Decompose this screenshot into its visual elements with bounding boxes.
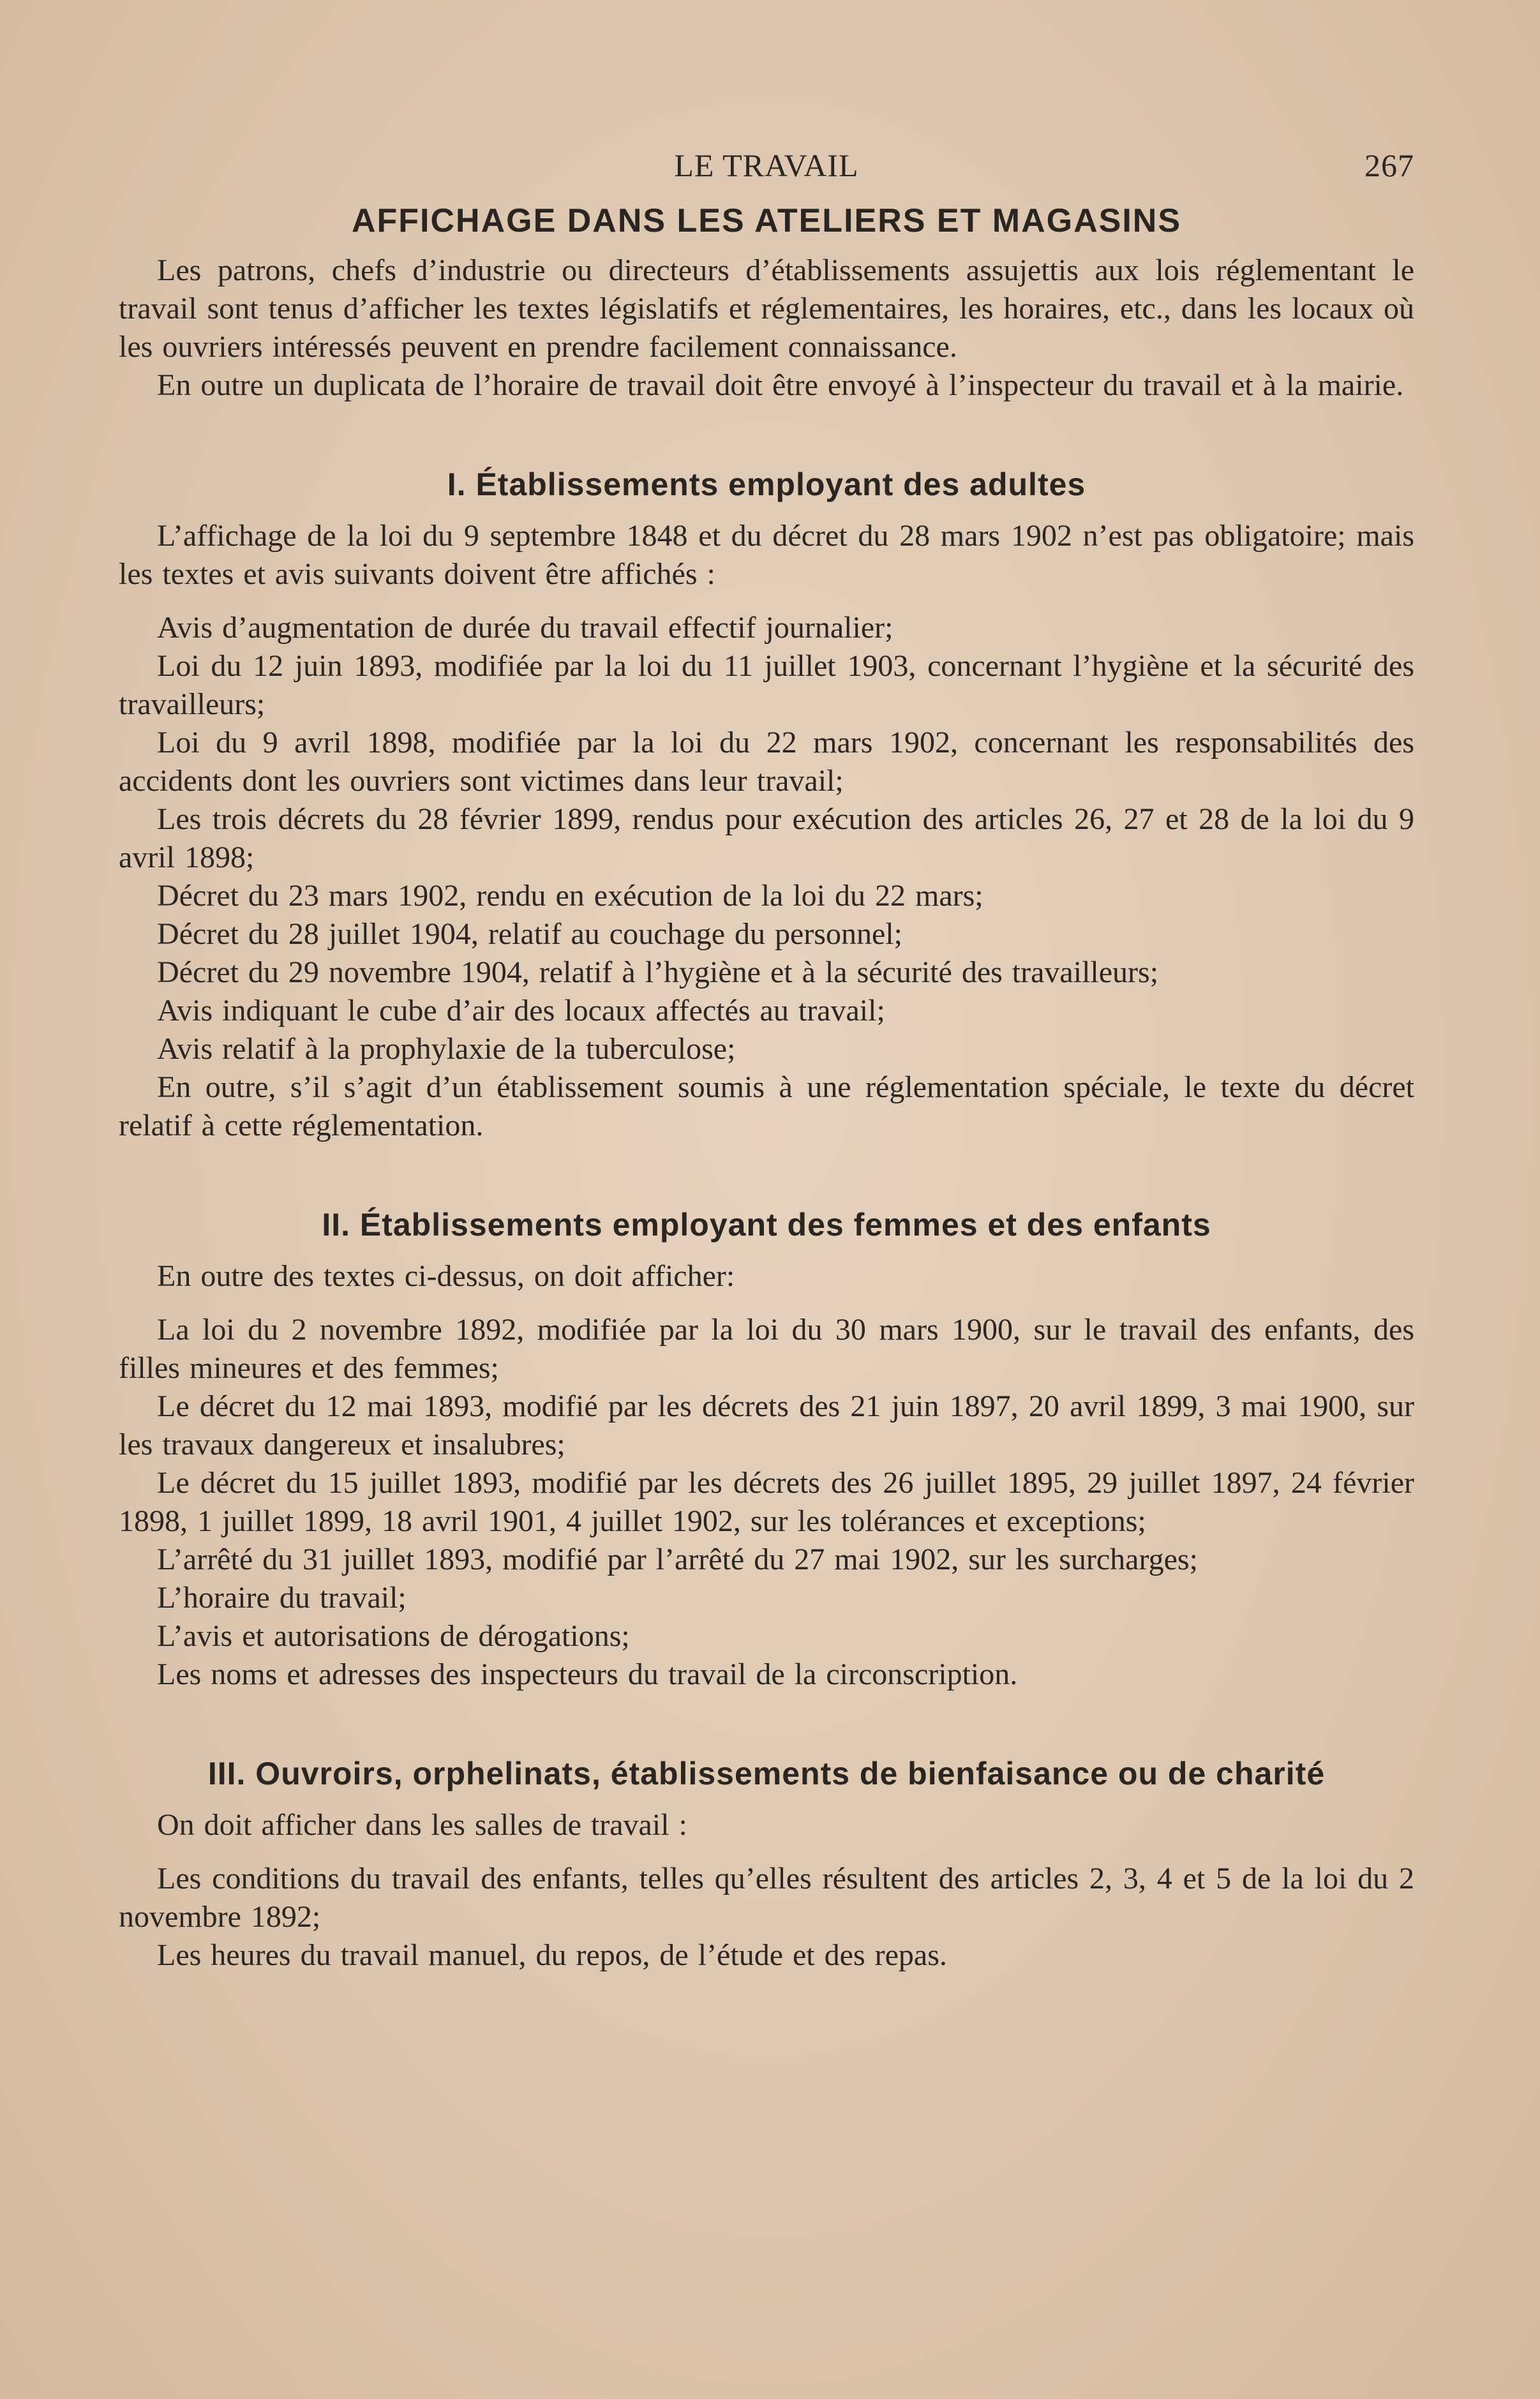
list-item: L’horaire du travail; xyxy=(157,1581,407,1615)
running-title: LE TRAVAIL xyxy=(674,147,859,183)
list-item: Avis d’augmentation de durée du travail effectif journalier; xyxy=(157,611,893,645)
list-item: Le décret du 12 mai 1893, modifié par les décrets des 21 juin 1897, 20 avril 1899, 3 mai 1900, sur les travaux dangereux et insalubres; xyxy=(119,1389,1414,1461)
list-item: La loi du 2 novembre 1892, modifiée par la loi du 30 mars 1900, sur le travail des enfants, des filles mineures et des femmes; xyxy=(119,1313,1414,1385)
list-item: Décret du 29 novembre 1904, relatif à l’hygiène et à la sécurité des travailleurs; xyxy=(157,955,1159,989)
book-page xyxy=(119,147,1414,1975)
list-item: Les conditions du travail des enfants, telles qu’elles résultent des articles 2, 3, 4 et 5 de la loi du 2 novembre 1892; xyxy=(119,1862,1414,1934)
intro-paragraph: Les patrons, chefs d’industrie ou directeurs d’établissements assujettis aux lois réglementant le travail sont tenus d’afficher les textes législatifs et réglementaires, les horaires, etc., dans les locaux où les ouvriers intéressés peuvent en prendre facilement connaissance. xyxy=(119,253,1414,364)
list-item: En outre, s’il s’agit d’un établissement soumis à une réglementation spéciale, le texte du décret relatif à cette réglementation. xyxy=(119,1070,1414,1142)
section-heading-adults: I. Établissements employant des adultes xyxy=(447,467,1086,502)
section-lead: L’affichage de la loi du 9 septembre 1848 et du décret du 28 mars 1902 n’est pas obligatoire; mais les textes et avis suivants doivent être affichés : xyxy=(119,519,1414,591)
list-item: Les noms et adresses des inspecteurs du travail de la circonscription. xyxy=(157,1657,1018,1691)
page-heading: AFFICHAGE DANS LES ATELIERS ET MAGASINS xyxy=(351,202,1182,239)
list-item: Loi du 12 juin 1893, modifiée par la loi du 11 juillet 1903, concernant l’hygiène et la sécurité des travailleurs; xyxy=(119,649,1414,721)
list-item: Les trois décrets du 28 février 1899, rendus pour exécution des articles 26, 27 et 28 de la loi du 9 avril 1898; xyxy=(119,802,1414,874)
list-item: Décret du 28 juillet 1904, relatif au couchage du personnel; xyxy=(157,917,902,951)
list-item: Avis indiquant le cube d’air des locaux affectés au travail; xyxy=(157,994,885,1028)
list-item: Loi du 9 avril 1898, modifiée par la loi du 22 mars 1902, concernant les responsabilités des accidents dont les ouvriers sont victimes dans leur travail; xyxy=(119,726,1414,798)
section-lead: On doit afficher dans les salles de travail : xyxy=(157,1808,687,1842)
intro-paragraph: En outre un duplicata de l’horaire de travail doit être envoyé à l’inspecteur du travail et à la mairie. xyxy=(157,368,1404,402)
list-item: Le décret du 15 juillet 1893, modifié par les décrets des 26 juillet 1895, 29 juillet 1897, 24 février 1898, 1 juillet 1899, 18 avril 1901, 4 juillet 1902, sur les tolérances et exceptions; xyxy=(119,1466,1414,1538)
list-item: Décret du 23 mars 1902, rendu en exécution de la loi du 22 mars; xyxy=(157,879,983,913)
running-header xyxy=(119,147,1414,198)
list-item: Les heures du travail manuel, du repos, de l’étude et des repas. xyxy=(157,1938,947,1972)
section-lead: En outre des textes ci-dessus, on doit afficher: xyxy=(157,1259,735,1293)
page-number: 267 xyxy=(1364,147,1414,183)
list-item: L’avis et autorisations de dérogations; xyxy=(157,1619,630,1653)
list-item: Avis relatif à la prophylaxie de la tuberculose; xyxy=(157,1032,736,1066)
section-heading-charities: III. Ouvroirs, orphelinats, établissements de bienfaisance ou de charité xyxy=(207,1756,1326,1791)
list-item: L’arrêté du 31 juillet 1893, modifié par l’arrêté du 27 mai 1902, sur les surcharges; xyxy=(157,1543,1198,1576)
section-heading-women-children: II. Établissements employant des femmes et des enfants xyxy=(322,1207,1211,1243)
